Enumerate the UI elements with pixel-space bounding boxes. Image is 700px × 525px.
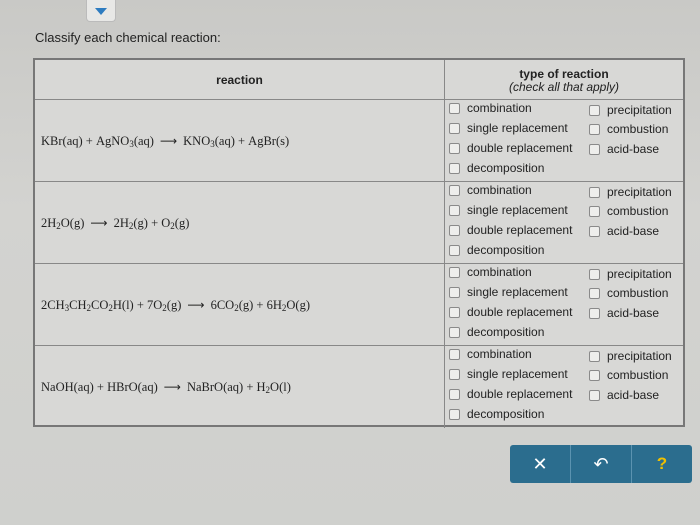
checkbox[interactable] (589, 105, 600, 116)
checkbox[interactable] (589, 144, 600, 155)
table-header (35, 60, 683, 100)
option-double-replacement[interactable]: double replacement (449, 140, 572, 156)
checkbox[interactable] (589, 351, 600, 362)
option-acid-base[interactable]: acid-base (589, 305, 659, 321)
checkbox[interactable] (449, 389, 460, 400)
reaction-equation: KBr(aq) + AgNO 3 (aq) ⟶ KNO 3 (aq) + AgBr(s) (35, 100, 445, 182)
clear-button[interactable] (510, 445, 570, 483)
option-decomposition[interactable]: decomposition (449, 324, 544, 340)
answer-toolbar (510, 445, 692, 483)
help-icon: ? (656, 454, 668, 473)
checkbox[interactable] (589, 226, 600, 237)
option-acid-base[interactable]: acid-base (589, 223, 659, 239)
option-combustion[interactable]: combustion (589, 203, 668, 219)
table-row (35, 346, 683, 428)
checkbox[interactable] (449, 225, 460, 236)
checkbox[interactable] (589, 124, 600, 135)
header-reaction: reaction (35, 60, 445, 100)
checkbox[interactable] (449, 245, 460, 256)
checkbox[interactable] (449, 369, 460, 380)
option-single-replacement[interactable]: single replacement (449, 284, 568, 300)
undo-button[interactable] (570, 445, 631, 483)
option-combination[interactable]: combination (449, 346, 532, 362)
checkbox[interactable] (589, 370, 600, 381)
option-decomposition[interactable]: decomposition (449, 160, 544, 176)
checkbox[interactable] (449, 307, 460, 318)
undo-icon: ↶ (593, 453, 609, 474)
checkbox[interactable] (449, 267, 460, 278)
checkbox[interactable] (589, 206, 600, 217)
table-row (35, 264, 683, 346)
header-type-label: type of reaction (519, 67, 609, 81)
option-double-replacement[interactable]: double replacement (449, 222, 572, 238)
reaction-arrow: ⟶ (90, 216, 108, 230)
option-precipitation[interactable]: precipitation (589, 184, 672, 200)
checkbox[interactable] (449, 287, 460, 298)
option-combination[interactable]: combination (449, 264, 532, 280)
option-acid-base[interactable]: acid-base (589, 141, 659, 157)
reaction-type-options (447, 346, 683, 428)
checkbox[interactable] (449, 409, 460, 420)
table-row (35, 182, 683, 264)
option-combustion[interactable]: combustion (589, 367, 668, 383)
checkbox[interactable] (589, 187, 600, 198)
reaction-equation: 2H 2 O(g) ⟶ 2H 2 (g) + O 2 (g) (35, 182, 445, 264)
option-precipitation[interactable]: precipitation (589, 102, 672, 118)
option-single-replacement[interactable]: single replacement (449, 202, 568, 218)
option-combination[interactable]: combination (449, 182, 532, 198)
checkbox[interactable] (589, 308, 600, 319)
help-button[interactable] (631, 445, 692, 483)
option-single-replacement[interactable]: single replacement (449, 366, 568, 382)
reaction-equation: NaOH(aq) + HBrO(aq) ⟶ NaBrO(aq) + H 2 O(l) (35, 346, 445, 428)
reaction-equation: 2CH 3 CH 2 CO 2 H(l) + 7O 2 (g) ⟶ 6CO 2 (g) + 6H 2 O(g) (35, 264, 445, 346)
question-prompt: Classify each chemical reaction: (35, 30, 221, 45)
reaction-arrow: ⟶ (187, 298, 205, 312)
option-combination[interactable]: combination (449, 100, 532, 116)
option-double-replacement[interactable]: double replacement (449, 386, 572, 402)
option-combustion[interactable]: combustion (589, 121, 668, 137)
checkbox[interactable] (449, 185, 460, 196)
header-type-note: (check all that apply) (508, 80, 620, 94)
option-double-replacement[interactable]: double replacement (449, 304, 572, 320)
reaction-type-options (447, 100, 683, 182)
checkbox[interactable] (449, 327, 460, 338)
close-icon: ✕ (532, 453, 548, 474)
option-combustion[interactable]: combustion (589, 285, 668, 301)
option-decomposition[interactable]: decomposition (449, 242, 544, 258)
checkbox[interactable] (449, 205, 460, 216)
option-acid-base[interactable]: acid-base (589, 387, 659, 403)
checkbox[interactable] (589, 269, 600, 280)
checkbox[interactable] (449, 103, 460, 114)
checkbox[interactable] (449, 123, 460, 134)
table-row (35, 100, 683, 182)
chevron-down-icon[interactable] (95, 8, 107, 15)
reaction-arrow: ⟶ (163, 380, 181, 394)
checkbox[interactable] (449, 349, 460, 360)
classification-table (33, 58, 685, 427)
option-precipitation[interactable]: precipitation (589, 348, 672, 364)
reaction-arrow: ⟶ (159, 134, 178, 148)
reaction-type-options (447, 182, 683, 264)
checkbox[interactable] (449, 163, 460, 174)
option-decomposition[interactable]: decomposition (449, 406, 544, 422)
checkbox[interactable] (589, 288, 600, 299)
option-precipitation[interactable]: precipitation (589, 266, 672, 282)
option-single-replacement[interactable]: single replacement (449, 120, 568, 136)
checkbox[interactable] (589, 390, 600, 401)
reaction-type-options (447, 264, 683, 346)
header-type (445, 60, 683, 100)
checkbox[interactable] (449, 143, 460, 154)
